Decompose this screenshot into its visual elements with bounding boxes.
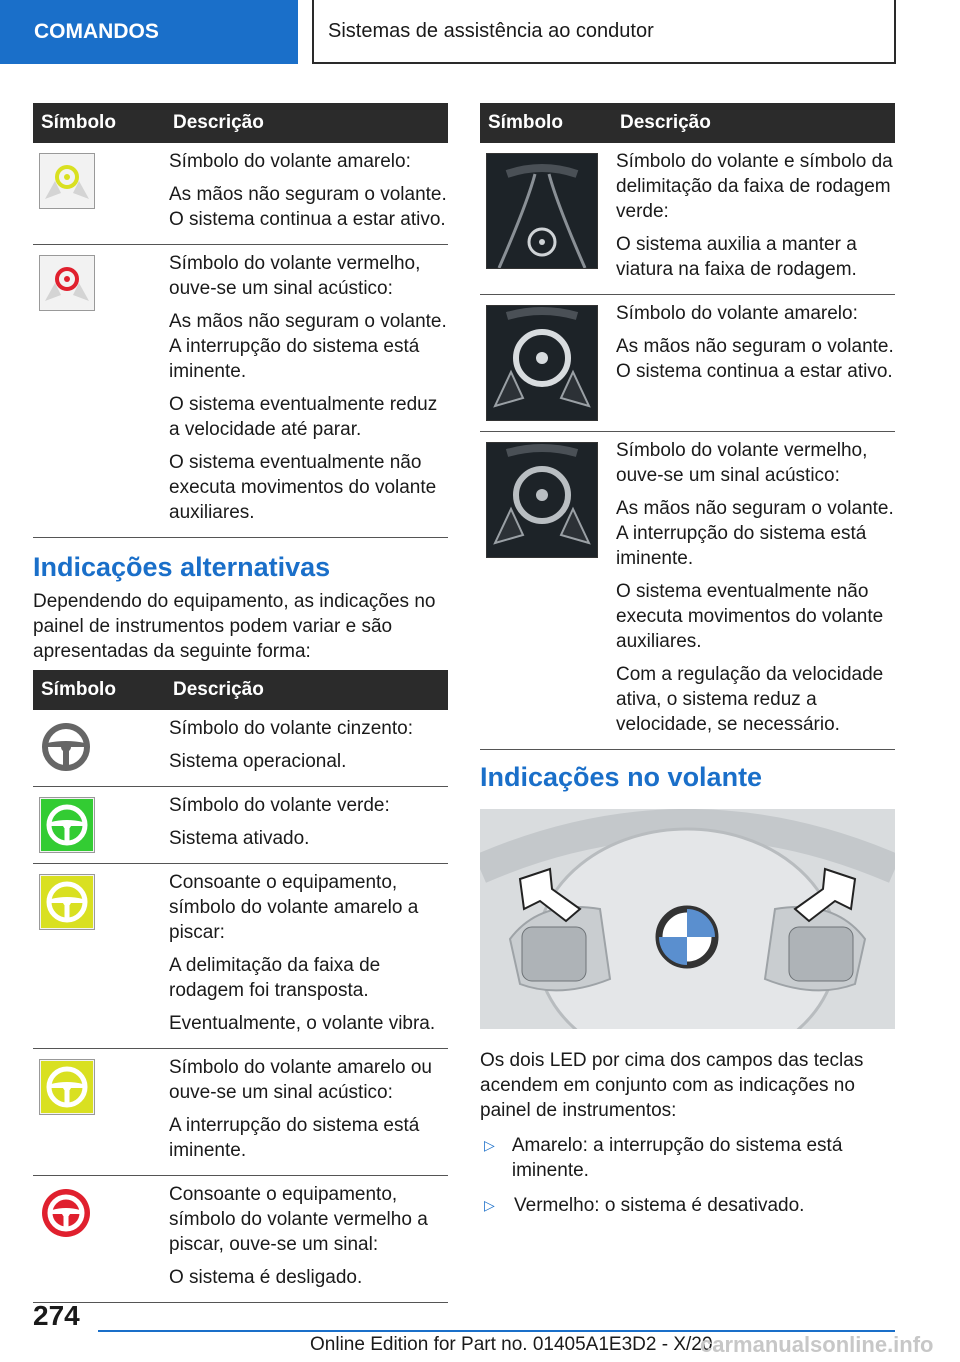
page-number: 274 [33,1300,80,1331]
col-header-symbol: Símbolo [480,103,606,143]
hands-off-yellow-display-icon [486,305,598,421]
wheel-led-text: Os dois LED por cima dos campos das teclas acendem em conjunto com as indicações no painel de instrumentos: [480,1050,864,1121]
table-row: Símbolo do volante vermelho, ouve-se um sinal acústico: As mãos não seguram o volante. A interrupção do sistema está iminente. O sistema eventualmente não executa movimentos do volante auxiliares. Com a regulação da velocidade ativa, o sistema reduz a velocidade, se necessário. [480,432,895,750]
col-header-symbol: Símbolo [33,670,159,710]
symbol-table-3 [480,103,895,750]
list-item: ▷ Vermelho: o sistema é desativado. [480,1193,895,1218]
hands-off-yellow-icon [39,153,95,209]
steering-wheel-grey-icon [39,720,93,774]
steering-wheel-yellow-icon [39,1059,95,1115]
col-header-description: Descrição [159,103,448,143]
alt-table-wrap [33,670,448,1303]
alt-section [33,552,448,664]
edition-text: Online Edition for Part no. 01405A1E3D2 - X/20 [310,1334,713,1355]
hands-off-red-icon [39,255,95,311]
section-intro: Dependendo do equipamento, as indicações no painel de instrumentos podem variar e são apresentadas da seguinte forma: [33,591,436,662]
triangle-bullet-icon: ▷ [484,1137,495,1153]
lane-wheel-green-display-icon [486,153,598,269]
steering-wheel-red-icon [39,1186,93,1240]
chapter-title: Sistemas de assistência ao condutor [312,0,896,64]
table-row: Símbolo do volante verde: Sistema ativado. [33,787,448,864]
table-row: Símbolo do volante e símbolo da delimitação da faixa de rodagem verde: O sistema auxilia a manter a viatura na faixa de rodagem. [480,143,895,295]
section-tab: COMANDOS [0,0,298,64]
col-header-description: Descrição [159,670,448,710]
steering-wheel-yellow-blinking-icon [39,874,95,930]
table-row: Símbolo do volante amarelo: As mãos não seguram o volante. O sistema continua a estar ativo. [33,143,448,245]
right-column [480,103,895,750]
wheel-section [480,762,895,1218]
steering-wheel-green-icon [39,797,95,853]
hands-off-red-display-icon [486,442,598,558]
table-row: Símbolo do volante vermelho, ouve-se um sinal acústico: As mãos não seguram o volante. A interrupção do sistema está iminente. O sistema eventualmente reduz a velocidade até parar. O sistema eventualmente não executa movimentos do volante auxiliares. [33,245,448,538]
col-header-symbol: Símbolo [33,103,159,143]
symbol-table-1 [33,103,448,538]
section-heading: Indicações alternativas [33,552,331,582]
symbol-table-2 [33,670,448,1303]
table-row: Símbolo do volante cinzento: Sistema operacional. [33,710,448,787]
table-row: Símbolo do volante amarelo ou ouve-se um sinal acústico: A interrupção do sistema está iminente. [33,1049,448,1176]
table-row: Consoante o equipamento, símbolo do volante vermelho a piscar, ouve-se um sinal: O sistema é desligado. [33,1176,448,1303]
triangle-bullet-icon: ▷ [484,1197,495,1213]
section-heading: Indicações no volante [480,762,763,792]
col-header-description: Descrição [606,103,895,143]
table-row: Consoante o equipamento, símbolo do volante amarelo a piscar: A delimitação da faixa de rodagem foi transposta. Eventualmente, o volante vibra. [33,864,448,1049]
watermark: carmanualsonline.info [700,1332,934,1357]
table-row: Símbolo do volante amarelo: As mãos não seguram o volante. O sistema continua a estar ativo. [480,295,895,432]
list-item: ▷ Amarelo: a interrupção do sistema está iminente. [480,1133,895,1183]
steering-wheel-photo [480,809,895,1034]
left-column [33,103,448,538]
